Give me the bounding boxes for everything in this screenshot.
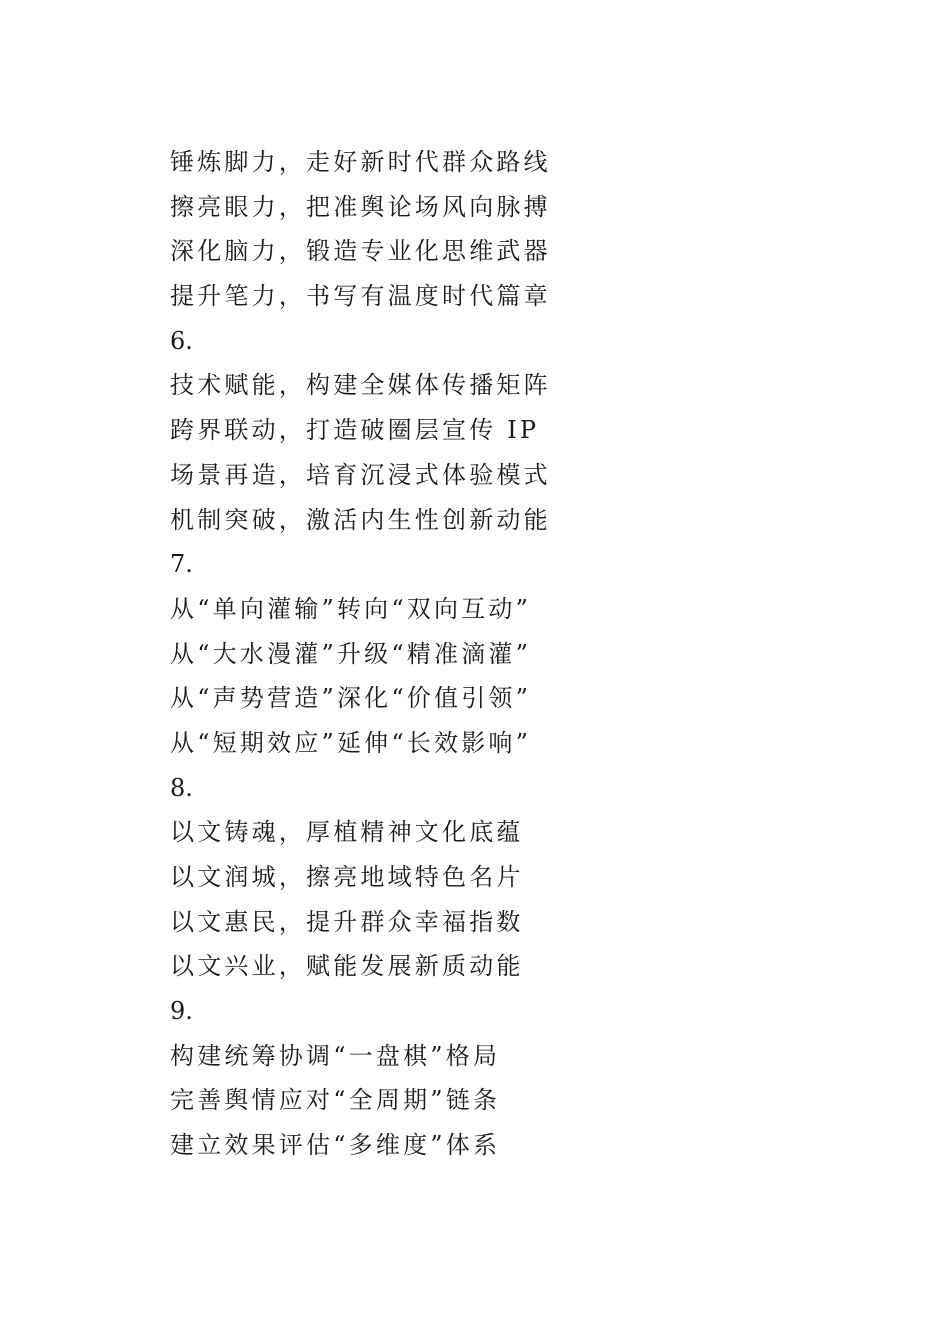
text-line: 提升笔力，书写有温度时代篇章 — [170, 282, 551, 311]
section-number: 8. — [170, 773, 193, 802]
text-line: 机制突破，激活内生性创新动能 — [170, 505, 551, 534]
text-line: 锤炼脚力，走好新时代群众路线 — [170, 148, 551, 176]
text-line: 场景再造，培育沉浸式体验模式 — [170, 460, 551, 489]
section-number: 9. — [170, 997, 193, 1026]
text-line: 建立效果评估“多维度”体系 — [170, 1131, 501, 1160]
text-line: 以文铸魂，厚植精神文化底蕴 — [170, 818, 524, 847]
text-line: 擦亮眼力，把准舆论场风向脉搏 — [170, 192, 551, 221]
section-number: 6. — [170, 326, 193, 355]
document-body — [170, 140, 890, 1168]
text-line: 技术赋能，构建全媒体传播矩阵 — [170, 371, 551, 400]
text-line: 以文润城，擦亮地域特色名片 — [170, 863, 524, 891]
text-line: 以文惠民，提升群众幸福指数 — [170, 907, 524, 936]
text-line: 深化脑力，锻造专业化思维武器 — [170, 237, 551, 266]
text-line: 完善舆情应对“全周期”链条 — [170, 1086, 501, 1115]
section-number: 7. — [170, 550, 193, 579]
text-line: 从“单向灌输”转向“双向互动” — [170, 594, 532, 623]
text-line: 从“声势营造”深化“价值引领” — [170, 684, 532, 713]
text-line: 构建统筹协调“一盘棋”格局 — [170, 1041, 501, 1070]
text-line: 跨界联动，打造破圈层宣传 IP — [170, 416, 540, 445]
text-line: 从“大水漫灌”升级“精准滴灌” — [170, 639, 532, 668]
text-line: 以文兴业，赋能发展新质动能 — [170, 952, 524, 981]
text-line: 从“短期效应”延伸“长效影响” — [170, 728, 532, 757]
